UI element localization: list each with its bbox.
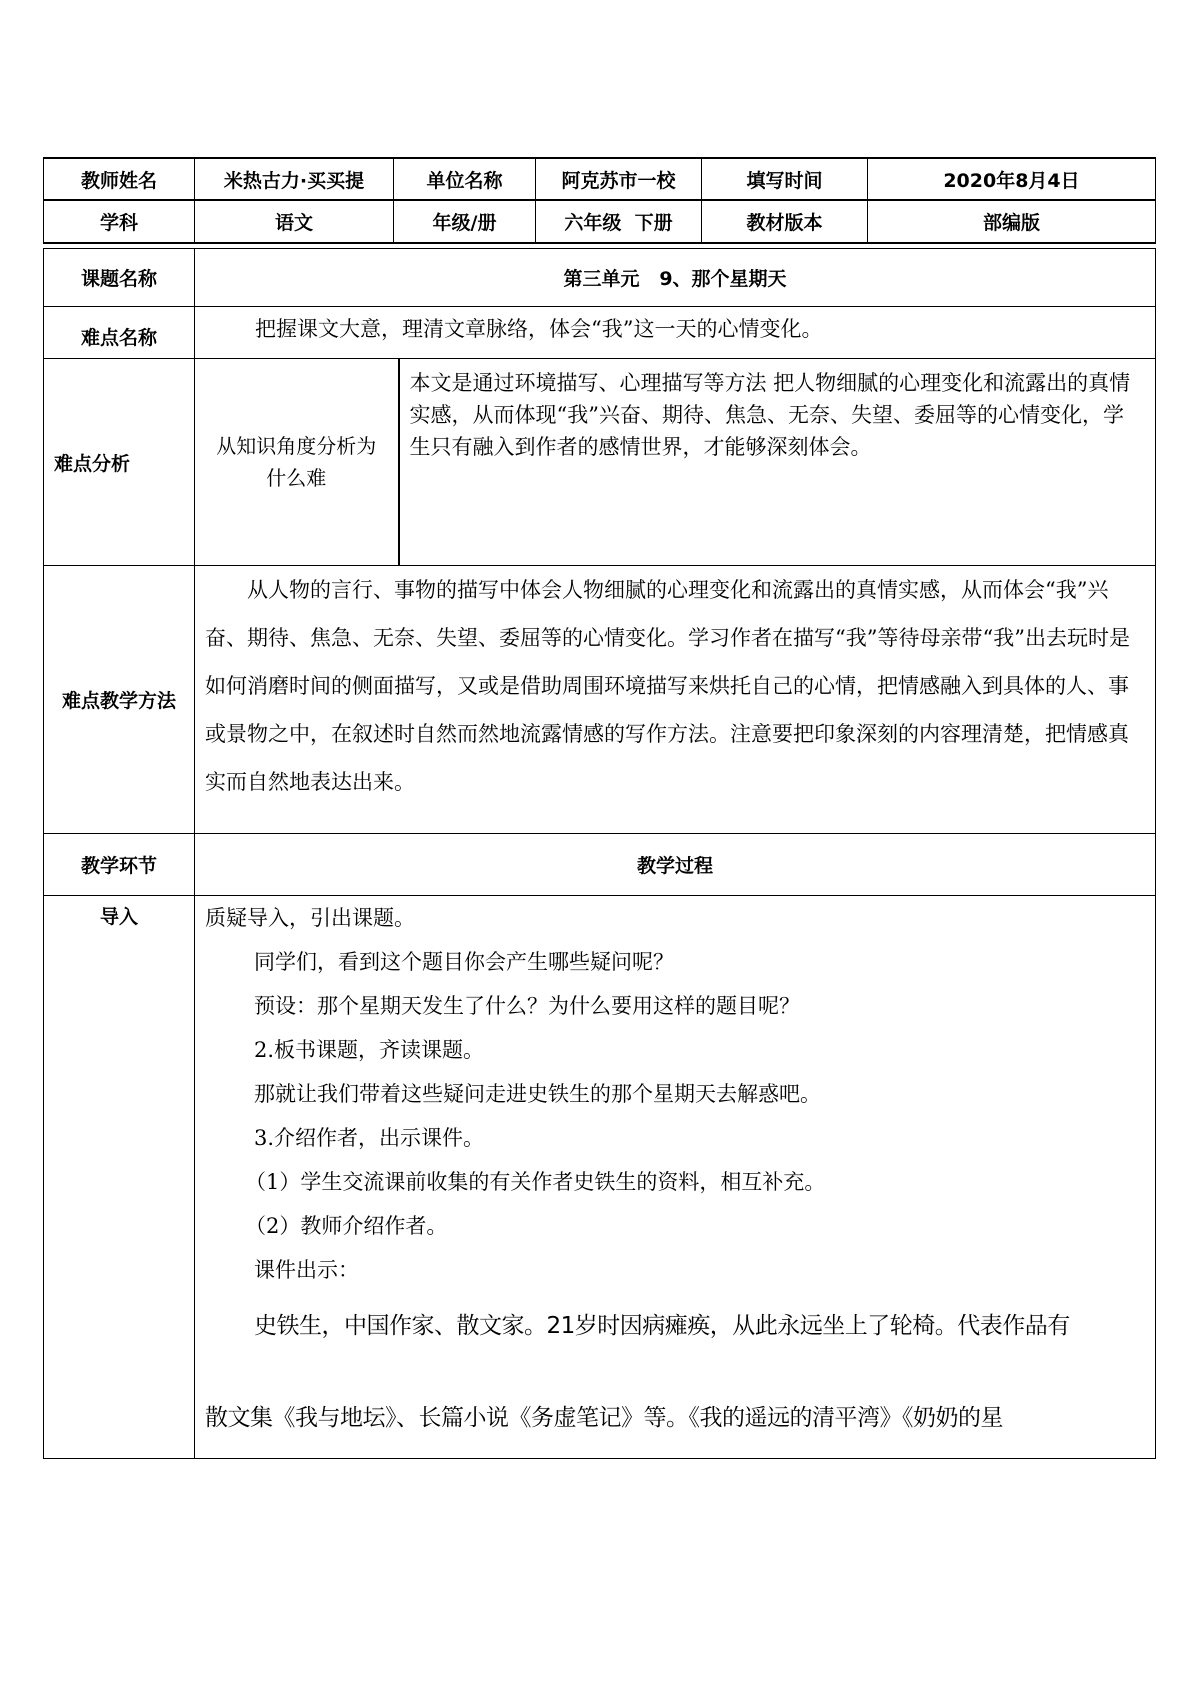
intro-row — [44, 896, 1156, 1459]
topic-row — [44, 249, 1156, 307]
method-label: 难点教学方法 — [44, 566, 195, 834]
difficulty-text: 把握课文大意，理清文章脉络，体会“我”这一天的心情变化。 — [255, 317, 823, 341]
difficulty-row — [44, 307, 1156, 359]
intro-line-6: 3.介绍作者，出示课件。 — [254, 1126, 485, 1150]
method-text: 从人物的言行、事物的描写中体会人物细腻的心理变化和流露出的真情实感，从而体会“我”兴奋、期待、焦急、无奈、失望、委屈等的心情变化。学习作者在描写“我”等待母亲带“我”出去玩时是如何消磨时间的侧面描写，又或是借助周围环境描写来烘托自己的心情，把情感融入到具体的人、事或景物之中，在叙述时自然而然地流露情感的写作方法。注意要把印象深刻的内容理清楚，把情感真实而自然地表达出来。 — [205, 578, 1130, 794]
analysis-sub-label: 从知识角度分析为什么难 — [195, 359, 399, 566]
method-row — [44, 566, 1156, 834]
info-table — [43, 157, 1156, 244]
process-header-row — [44, 834, 1156, 896]
edition-label: 教材版本 — [702, 200, 868, 243]
analysis-row — [44, 359, 1156, 566]
edition-value: 部编版 — [868, 200, 1156, 243]
info-row-1 — [44, 158, 1156, 200]
topic-value: 第三单元 9、那个星期天 — [195, 249, 1156, 307]
grade-value: 六年级 下册 — [536, 200, 702, 243]
date-label: 填写时间 — [702, 158, 868, 200]
topic-label: 课题名称 — [44, 249, 195, 307]
date-value: 2020年8月4日 — [868, 158, 1156, 200]
intro-content — [195, 896, 1156, 1459]
analysis-label: 难点分析 — [44, 359, 195, 566]
teacher-label: 教师姓名 — [44, 158, 195, 200]
intro-line-9: 课件出示： — [254, 1258, 359, 1282]
intro-label: 导入 — [44, 896, 195, 1459]
grade-label: 年级/册 — [394, 200, 536, 243]
teacher-value: 米热古力·买买提 — [195, 158, 394, 200]
intro-line-7: （1）学生交流课前收集的有关作者史铁生的资料，相互补充。 — [245, 1170, 826, 1194]
quote-line-2: 散文集《我与地坛》、长篇小说《务虚笔记》等。《我的遥远的清平湾》《奶奶的星 — [205, 1405, 1003, 1431]
process-label: 教学过程 — [195, 834, 1156, 896]
intro-line-8: （2）教师介绍作者。 — [245, 1214, 448, 1238]
difficulty-label: 难点名称 — [44, 307, 195, 359]
intro-line-4: 2.板书课题，齐读课题。 — [254, 1038, 485, 1062]
subject-label: 学科 — [44, 200, 195, 243]
difficulty-value — [195, 307, 1156, 359]
quote-line-1: 史铁生，中国作家、散文家。21岁时因病瘫痪，从此永远坐上了轮椅。代表作品有 — [254, 1313, 1070, 1339]
info-row-2 — [44, 200, 1156, 243]
subject-value: 语文 — [195, 200, 394, 243]
intro-line-5: 那就让我们带着这些疑问走进史铁生的那个星期天去解惑吧。 — [254, 1082, 821, 1106]
analysis-text: 本文是通过环境描写、心理描写等方法 把人物细腻的心理变化和流露出的真情实感，从而体现“我”兴奋、期待、焦急、无奈、失望、委屈等的心情变化，学生只有融入到作者的感情世界，才能够深刻体会。 — [409, 371, 1131, 459]
section-label: 教学环节 — [44, 834, 195, 896]
intro-line-1: 质疑导入，引出课题。 — [205, 906, 415, 930]
method-text-cell — [195, 566, 1156, 834]
intro-line-2: 同学们，看到这个题目你会产生哪些疑问呢？ — [254, 950, 674, 974]
unit-label: 单位名称 — [394, 158, 536, 200]
analysis-text-cell — [399, 359, 1156, 566]
content-table — [43, 248, 1156, 1459]
unit-value: 阿克苏市一校 — [536, 158, 702, 200]
lesson-plan-document — [43, 157, 1155, 1459]
intro-line-3: 预设：那个星期天发生了什么？为什么要用这样的题目呢？ — [254, 994, 800, 1018]
